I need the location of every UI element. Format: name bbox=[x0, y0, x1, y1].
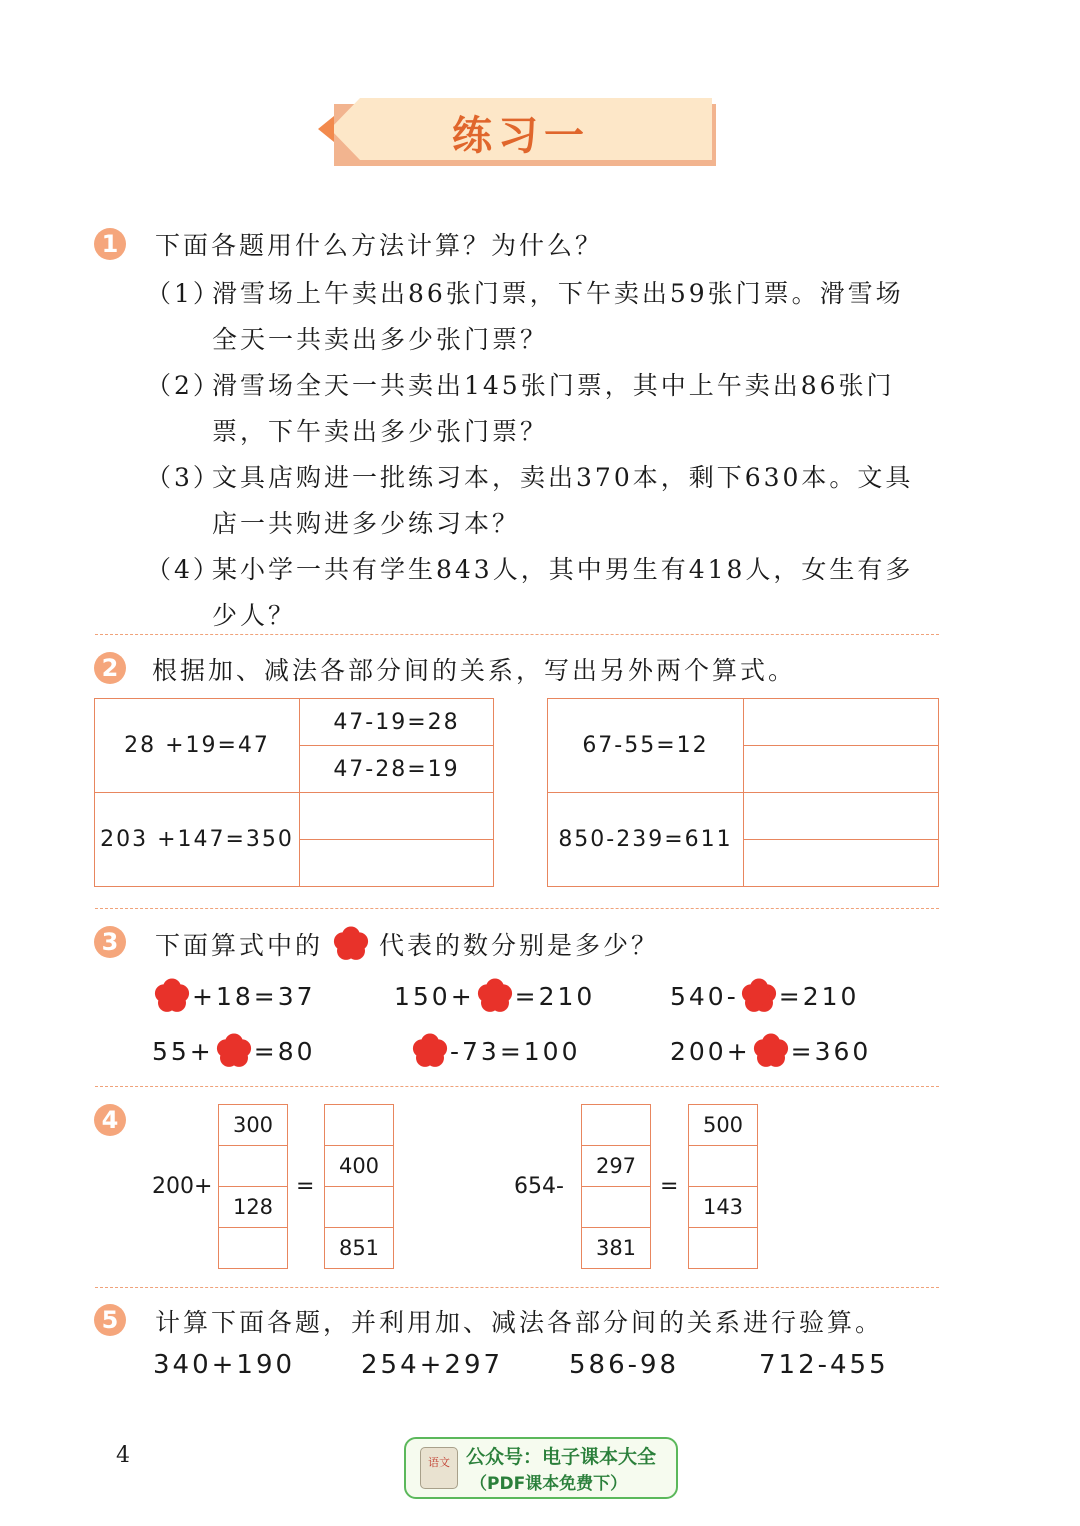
q2-given-equation: 850-239=611 bbox=[548, 793, 744, 887]
q3-equation: 200+ =360 bbox=[670, 1033, 871, 1069]
page-title: 练习一 bbox=[452, 112, 590, 159]
q1-item-4-line2: 少人？ bbox=[212, 601, 297, 630]
q1-item-2-label: （2） bbox=[146, 371, 221, 400]
q3-prompt bbox=[155, 926, 659, 962]
book-icon: 语文 bbox=[420, 1447, 458, 1489]
watermark-badge bbox=[404, 1437, 678, 1499]
q4-cell: 300 bbox=[219, 1105, 287, 1146]
q1-item-1-line2: 全天一共卖出多少张门票？ bbox=[212, 325, 549, 354]
flower-icon bbox=[751, 1033, 791, 1069]
question-number-1: 1 bbox=[94, 228, 126, 260]
page-number: 4 bbox=[116, 1443, 130, 1468]
flower-icon bbox=[739, 978, 779, 1014]
q4-cell[interactable] bbox=[219, 1228, 287, 1268]
flower-icon bbox=[475, 978, 515, 1014]
q4-left-input-column bbox=[218, 1104, 288, 1269]
q4-cell bbox=[219, 1146, 287, 1187]
q4-cell: 143 bbox=[689, 1187, 757, 1228]
q2-table-right bbox=[547, 698, 939, 887]
q4-equals: = bbox=[296, 1174, 315, 1199]
q5-expression: 254+297 bbox=[361, 1350, 504, 1380]
flower-icon bbox=[152, 978, 192, 1014]
watermark-line1: 公众号：电子课本大全 bbox=[466, 1446, 657, 1468]
q1-item-4-line1: 某小学一共有学生843人，其中男生有418人，女生有多 bbox=[212, 555, 914, 584]
q2-given-equation: 28 +19=47 bbox=[95, 699, 300, 793]
q4-cell: 851 bbox=[338, 1236, 380, 1260]
q2-given-equation: 67-55=12 bbox=[548, 699, 744, 793]
divider bbox=[95, 908, 939, 909]
q3-equation: 55+ =80 bbox=[152, 1033, 316, 1069]
q2-prompt: 根据加、减法各部分间的关系，写出另外两个算式。 bbox=[152, 656, 797, 685]
q4-left-output-column bbox=[324, 1104, 394, 1269]
q4-right-input-column bbox=[581, 1104, 651, 1269]
divider bbox=[95, 1287, 939, 1288]
flower-icon bbox=[214, 1033, 254, 1069]
q4-cell[interactable] bbox=[582, 1187, 650, 1228]
q4-equals: = bbox=[660, 1174, 679, 1199]
q5-prompt: 计算下面各题，并利用加、减法各部分间的关系进行验算。 bbox=[155, 1308, 884, 1337]
q4-right-operator: 654- bbox=[514, 1174, 564, 1199]
question-number-5: 5 bbox=[94, 1304, 126, 1336]
q1-item-1-label: （1） bbox=[146, 279, 221, 308]
q4-cell: 128 bbox=[219, 1187, 287, 1228]
question-number-3: 3 bbox=[94, 926, 126, 958]
q2-answer-cell[interactable] bbox=[744, 699, 939, 746]
q2-answer-cell: 47-19=28 bbox=[300, 699, 494, 746]
q1-item-3-label: （3） bbox=[146, 463, 221, 492]
q2-answer-cell[interactable] bbox=[744, 840, 939, 887]
q3-equation: -73=100 bbox=[410, 1033, 581, 1069]
q1-item-3-line1: 文具店购进一批练习本，卖出370本，剩下630本。文具 bbox=[212, 463, 914, 492]
q5-expression: 712-455 bbox=[759, 1350, 889, 1380]
q1-item-1-line1: 滑雪场上午卖出86张门票，下午卖出59张门票。滑雪场 bbox=[212, 279, 904, 308]
q1-item-4-label: （4） bbox=[146, 555, 221, 584]
q2-answer-cell: 47-28=19 bbox=[300, 746, 494, 793]
q4-cell[interactable] bbox=[325, 1187, 393, 1228]
q3-equation: 150+ =210 bbox=[394, 978, 595, 1014]
q4-cell: 400 bbox=[325, 1146, 393, 1187]
divider bbox=[95, 1086, 939, 1087]
q2-answer-cell[interactable] bbox=[744, 793, 939, 840]
q2-answer-cell[interactable] bbox=[300, 840, 494, 887]
q4-cell: 297 bbox=[582, 1146, 650, 1187]
q3-prompt-before: 下面算式中的 bbox=[155, 931, 324, 960]
q2-answer-cell[interactable] bbox=[744, 746, 939, 793]
q4-right-output-column bbox=[688, 1104, 758, 1269]
q1-item-2-line2: 票，下午卖出多少张门票？ bbox=[212, 417, 549, 446]
watermark-line2: （PDF课本免费下） bbox=[470, 1474, 628, 1494]
question-number-2: 2 bbox=[94, 652, 126, 684]
q3-equation: +18=37 bbox=[152, 978, 316, 1014]
q2-table-left bbox=[94, 698, 494, 887]
q2-given-equation: 203 +147=350 bbox=[95, 793, 300, 887]
divider bbox=[95, 634, 939, 635]
q1-item-3-line2: 店一共购进多少练习本？ bbox=[212, 509, 521, 538]
title-banner bbox=[318, 98, 718, 168]
q4-cell[interactable] bbox=[582, 1105, 650, 1146]
q1-item-2-line1: 滑雪场全天一共卖出145张门票，其中上午卖出86张门 bbox=[212, 371, 895, 400]
q5-expression: 586-98 bbox=[569, 1350, 680, 1380]
q2-answer-cell[interactable] bbox=[300, 793, 494, 840]
q4-left-operator: 200+ bbox=[152, 1174, 213, 1199]
q1-prompt: 下面各题用什么方法计算？为什么？ bbox=[155, 231, 604, 260]
q4-cell: 500 bbox=[689, 1105, 757, 1146]
question-number-4: 4 bbox=[94, 1104, 126, 1136]
q4-cell[interactable] bbox=[689, 1228, 757, 1268]
q4-cell: 381 bbox=[595, 1236, 637, 1260]
q3-prompt-after: 代表的数分别是多少？ bbox=[379, 931, 660, 960]
q4-cell[interactable] bbox=[689, 1146, 757, 1187]
flower-icon bbox=[331, 926, 371, 962]
q4-cell[interactable] bbox=[325, 1105, 393, 1146]
q3-equation: 540- =210 bbox=[670, 978, 859, 1014]
q5-expression: 340+190 bbox=[153, 1350, 296, 1380]
flower-icon bbox=[410, 1033, 450, 1069]
